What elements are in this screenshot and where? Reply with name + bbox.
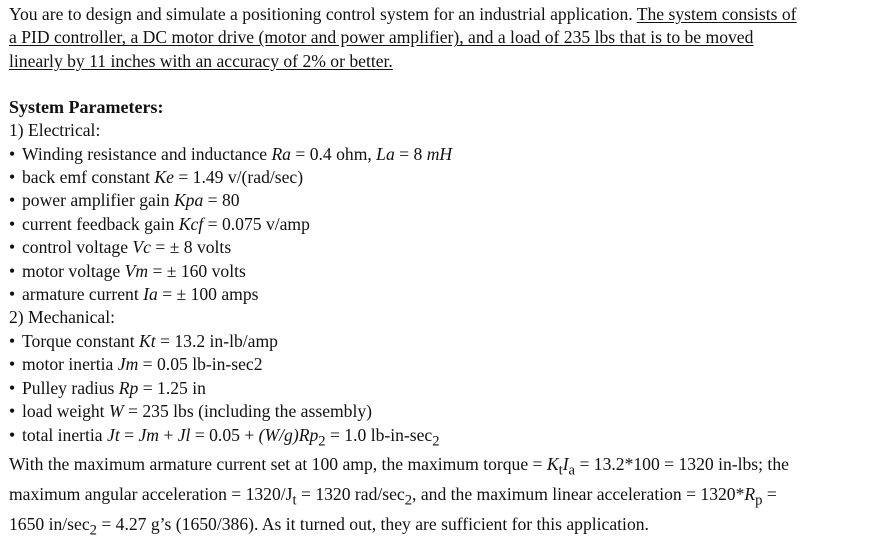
bullet-icon: • [9, 237, 16, 258]
section-heading: System Parameters: [9, 97, 164, 118]
bullet-icon: • [9, 377, 16, 398]
list-item-total-inertia: • total inertia $Jt = Jm + Jl = 0.05 + (W/g)Rp_2 = 1.0$ $lb-in-\sec_2$ [9, 424, 440, 450]
intro-line-1 [9, 3, 892, 26]
list-item: • control voltage Vc = ± 8 volts [9, 236, 892, 259]
bullet-icon: • [9, 354, 16, 375]
list-item: • Pulley radius Rp = 1.25 in [9, 377, 892, 400]
intro-text: You are to design and simulate a positioning control system for an industrial application. [9, 4, 637, 24]
bullet-icon: • [9, 424, 16, 445]
intro-line-3: linearly by 11 inches with an accuracy of 2% or better. [9, 50, 393, 71]
bullet-icon: • [9, 190, 16, 211]
list-item: • power amplifier gain Kpa = 80 [9, 189, 892, 212]
bullet-icon: • [9, 330, 16, 351]
bullet-icon: • [9, 284, 16, 305]
list-item: • load weight W = 235 lbs (including the assembly) [9, 400, 892, 423]
mechanical-title: 2) Mechanical: [9, 307, 116, 328]
bullet-icon: • [9, 167, 16, 188]
list-item: • Winding resistance and inductance Ra = 0.4 ohm, La = 8 mH [9, 143, 892, 166]
conclusion-line-2: maximum angular acceleration = $1320/J_t = 1320$ rad/$\sec_2$, and the maximum linear acceleration = $1320*R_p$ = [9, 484, 777, 509]
conclusion-line-1: With the maximum armature current set at 100 amp, the maximum torque = $K_tI_a = 13.2*100 = 1320$ in-lbs; the [9, 454, 789, 479]
bullet-icon: • [9, 401, 16, 422]
list-item: • Torque constant Kt = 13.2 in-lb/amp [9, 330, 892, 353]
bullet-icon: • [9, 143, 16, 164]
conclusion-line-3: 1650 $in/\sec_2 = 4.27$ g’s (1650/386). As it turned out, they are sufficient for this application. [9, 514, 649, 539]
bullet-icon: • [9, 213, 16, 234]
list-item: • motor voltage Vm = ± 160 volts [9, 260, 892, 283]
electrical-title: 1) Electrical: [9, 120, 101, 141]
list-item: • current feedback gain Kcf = 0.075 v/amp [9, 213, 892, 236]
intro-underlined-text: The system consists of [636, 4, 797, 24]
intro-line-2: a PID controller, a DC motor drive (motor and power amplifier), and a load of 235 lbs that is to be moved [9, 27, 754, 48]
bullet-icon: • [9, 260, 16, 281]
list-item: • back emf constant Ke = 1.49 v/(rad/sec) [9, 166, 892, 189]
list-item: • armature current Ia = ± 100 amps [9, 283, 892, 306]
list-item: • motor inertia Jm = 0.05 lb-in-sec2 [9, 353, 892, 376]
